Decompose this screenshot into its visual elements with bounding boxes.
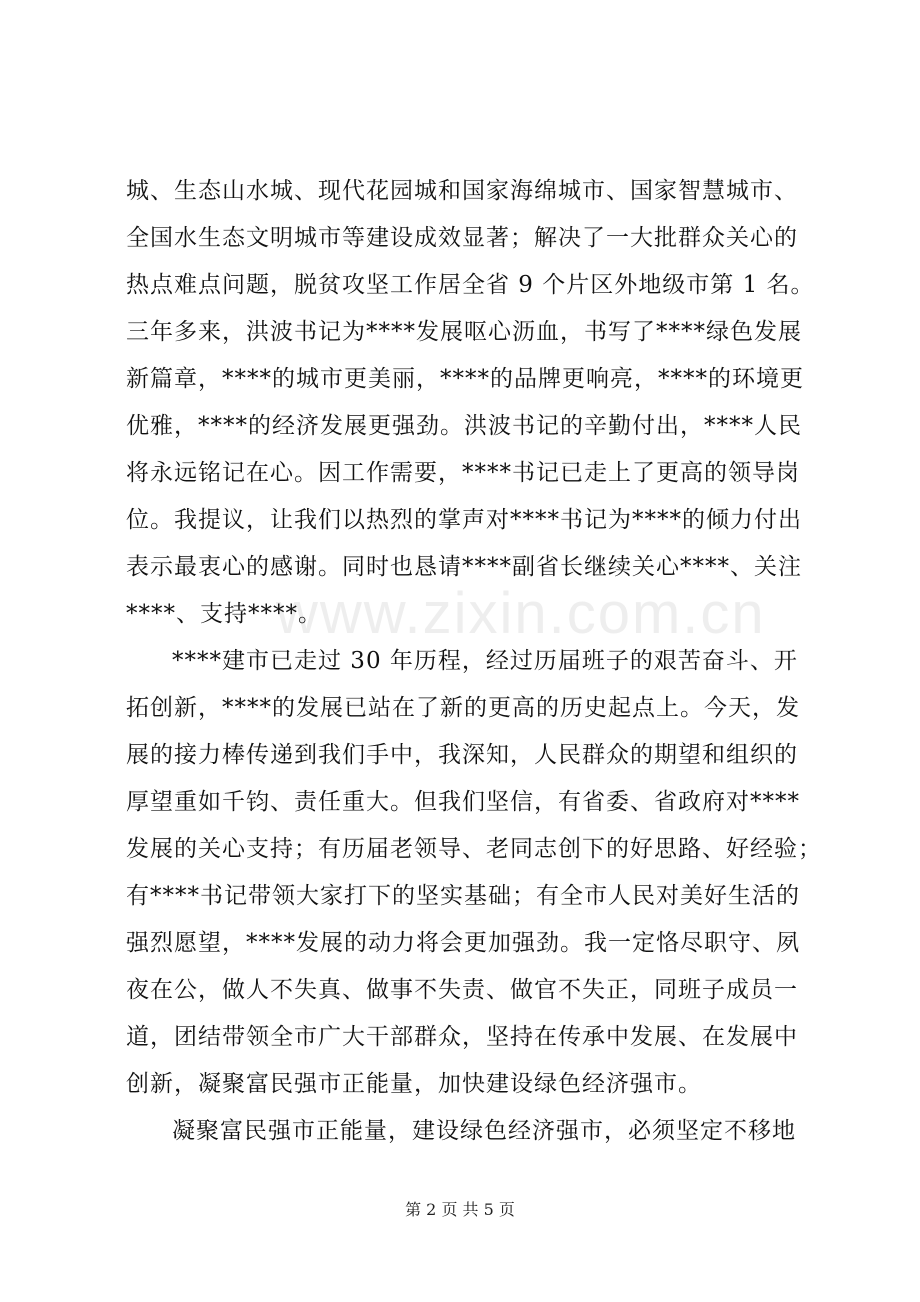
text-line: 发展的关心支持；有历届老领导、老同志创下的好思路、好经验；: [126, 836, 822, 862]
text-line: 展的接力棒传递到我们手中，我深知，人民群众的期望和组织的: [126, 742, 798, 768]
text-line: 创新，凝聚富民强市正能量，加快建设绿色经济强市。: [126, 1071, 702, 1097]
page-footer: 第 2 页 共 5 页: [405, 1200, 515, 1219]
text-line: 三年多来，洪波书记为****发展呕心沥血，书写了****绿色发展: [126, 319, 802, 345]
paragraph-first-line: ****建市已走过 30 年历程，经过历届班子的艰苦奋斗、开: [172, 648, 798, 674]
text-line: 城、生态山水城、现代花园城和国家海绵城市、国家智慧城市、: [126, 178, 798, 204]
text-line: 表示最衷心的感谢。同时也恳请****副省长继续关心****、关注: [126, 554, 802, 580]
text-line: ****、支持****。: [126, 601, 322, 627]
watermark: www.zixin.com.cn: [276, 581, 766, 646]
text-line: 道，团结带领全市广大干部群众，坚持在传承中发展、在发展中: [126, 1024, 798, 1050]
paragraph-first-line: 凝聚富民强市正能量，建设绿色经济强市，必须坚定不移地: [172, 1118, 796, 1144]
text-line: 热点难点问题，脱贫攻坚工作居全省 9 个片区外地级市第 1 名。: [126, 272, 815, 298]
text-line: 优雅，****的经济发展更强劲。洪波书记的辛勤付出，****人民: [126, 413, 802, 439]
text-line: 厚望重如千钧、责任重大。但我们坚信，有省委、省政府对****: [126, 789, 800, 815]
text-line: 新篇章，****的城市更美丽，****的品牌更响亮，****的环境更: [126, 366, 804, 392]
text-line: 将永远铭记在心。因工作需要，****书记已走上了更高的领导岗: [126, 460, 800, 486]
text-line: 全国水生态文明城市等建设成效显著；解决了一大批群众关心的: [126, 225, 798, 251]
text-line: 有****书记带领大家打下的坚实基础；有全市人民对美好生活的: [126, 883, 800, 909]
text-line: 强烈愿望，****发展的动力将会更加强劲。我一定恪尽职守、夙: [126, 930, 800, 956]
text-line: 夜在公，做人不失真、做事不失责、做官不失正，同班子成员一: [126, 977, 798, 1003]
text-line: 位。我提议，让我们以热烈的掌声对****书记为****的倾力付出: [126, 507, 802, 533]
text-line: 拓创新，****的发展已站在了新的更高的历史起点上。今天，发: [126, 695, 800, 721]
